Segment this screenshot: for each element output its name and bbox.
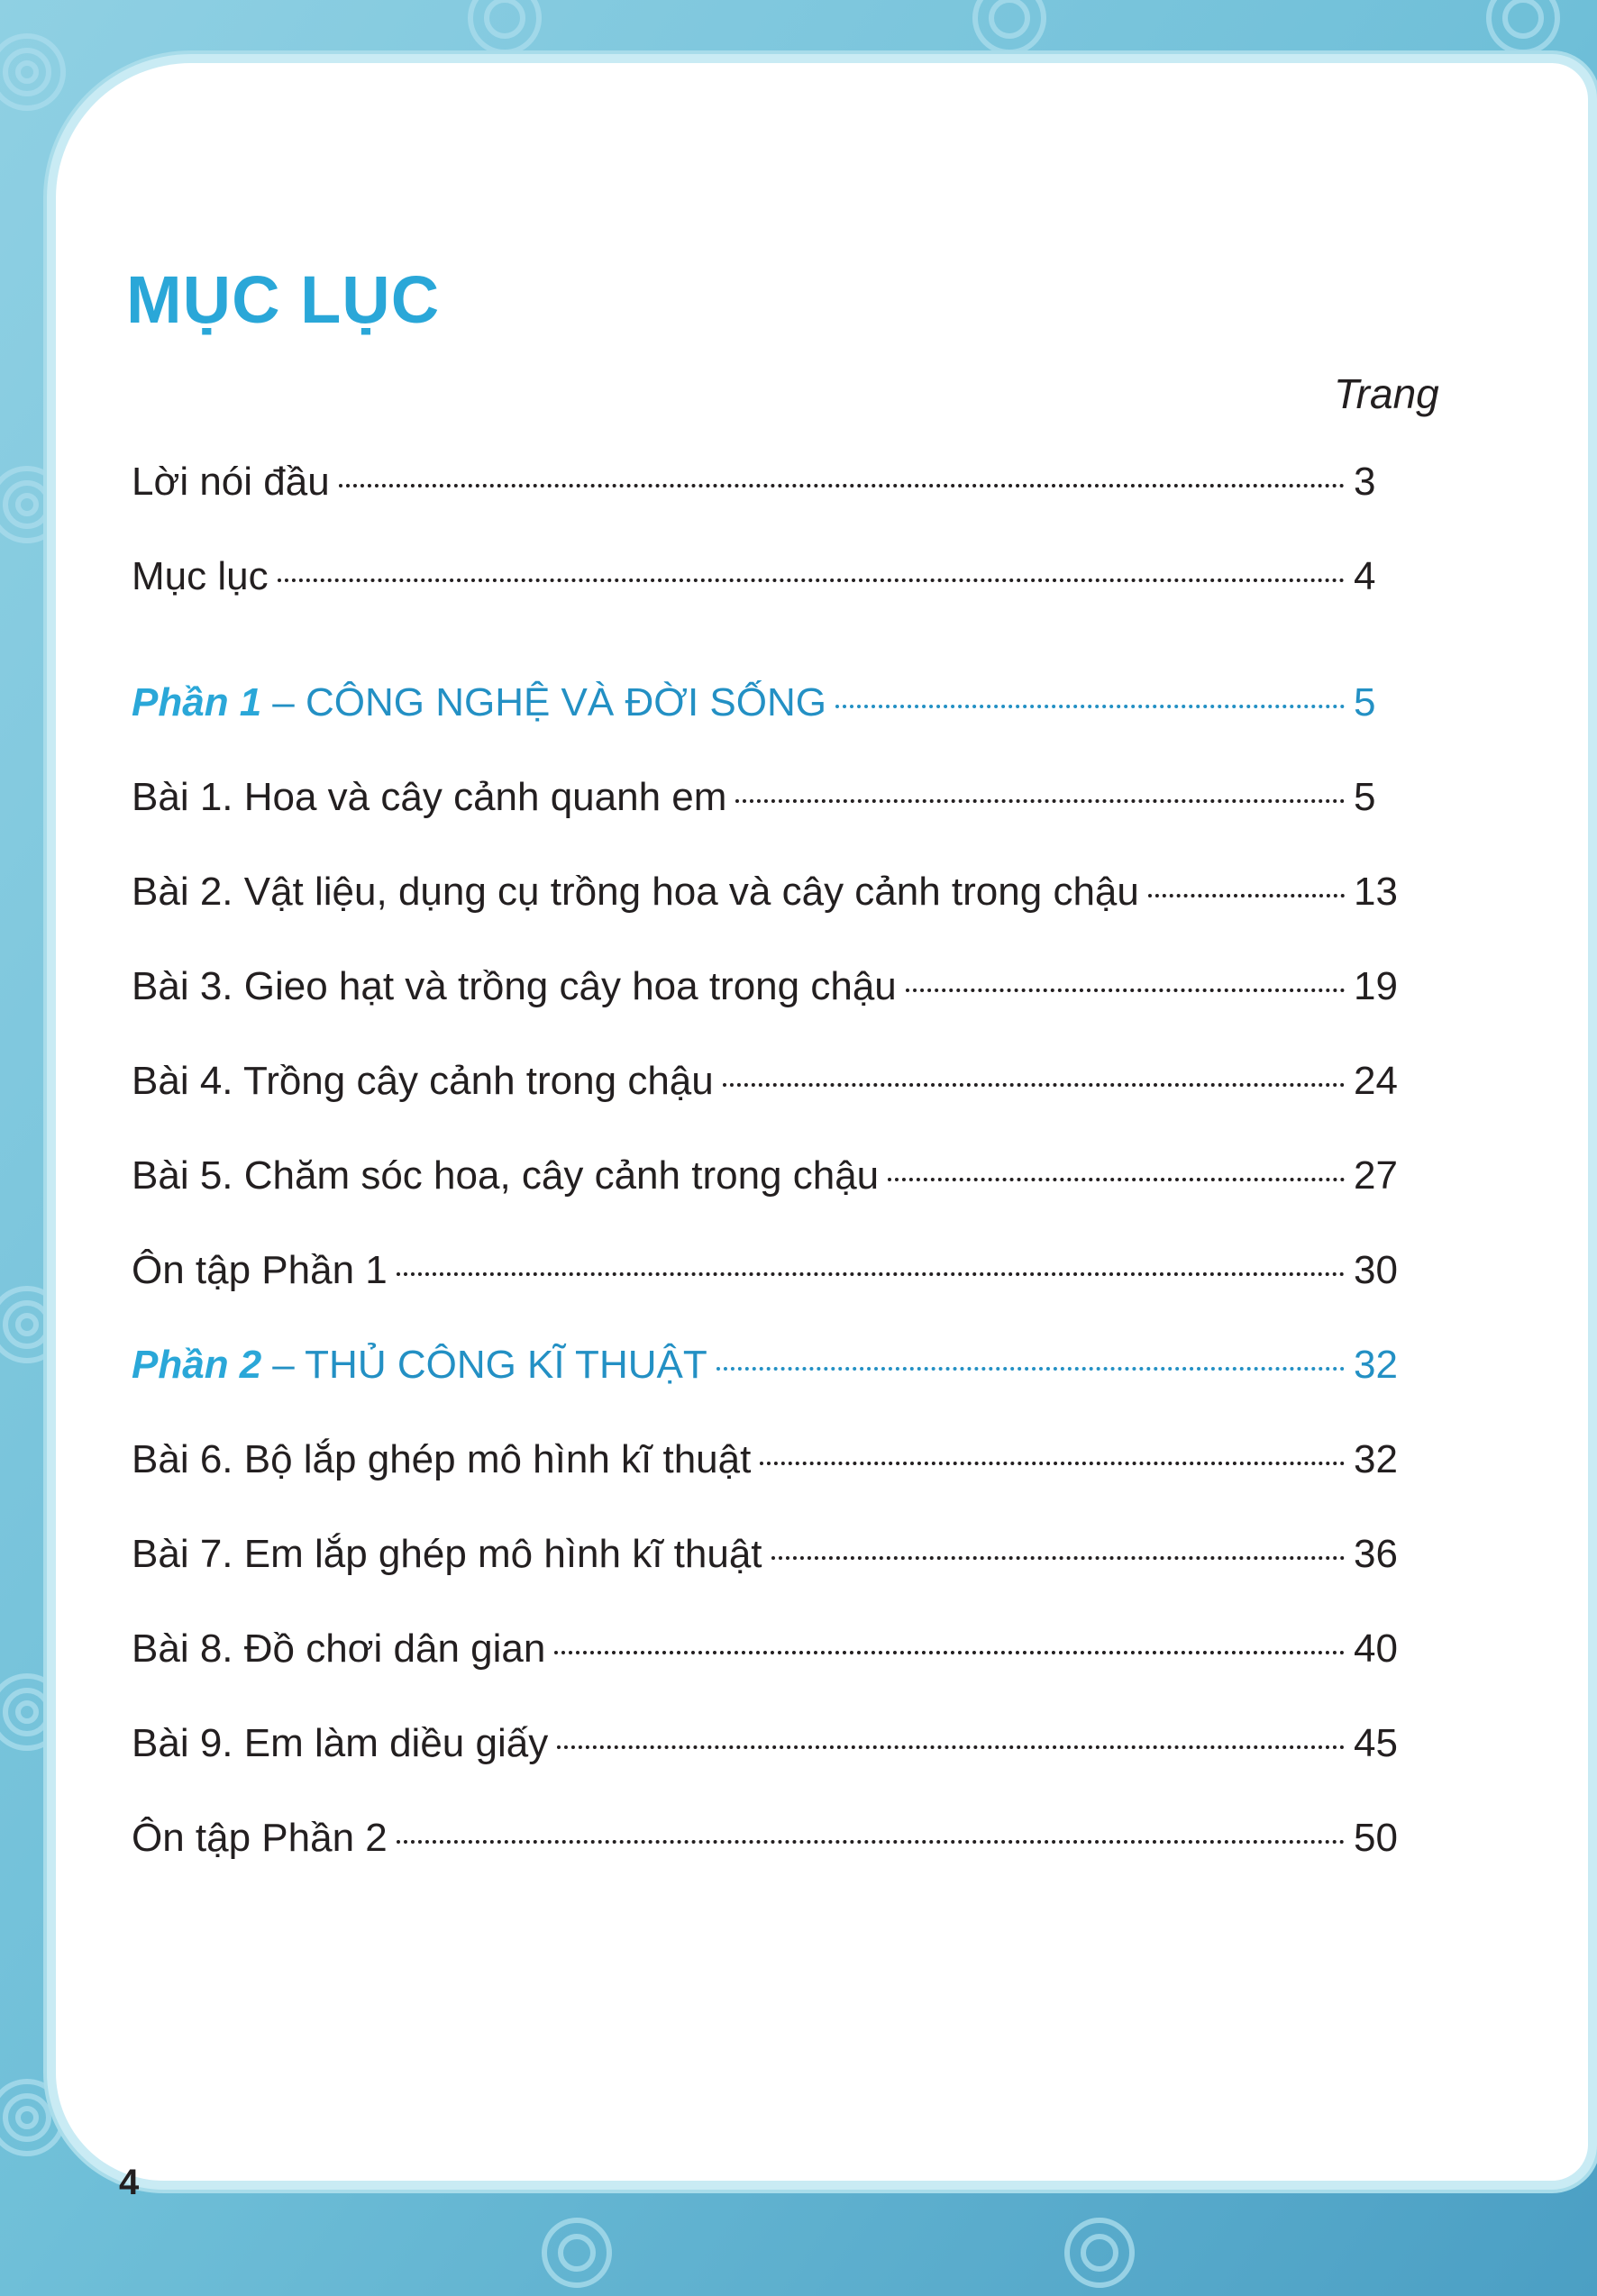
dot-leader — [716, 1367, 1345, 1371]
toc-item-label: Bài 4. Trồng cây cảnh trong chậu — [132, 1059, 714, 1103]
dot-leader — [906, 989, 1345, 992]
toc-item-label: Bài 7. Em lắp ghép mô hình kĩ thuật — [132, 1532, 762, 1576]
toc-item-page: 36 — [1354, 1532, 1398, 1576]
toc-item-on-tap-phan-2[interactable] — [132, 1816, 1411, 1910]
toc-item-page: 30 — [1354, 1248, 1398, 1292]
table-of-contents — [132, 460, 1411, 1910]
toc-item-label: Bài 6. Bộ lắp ghép mô hình kĩ thuật — [132, 1437, 752, 1481]
toc-item-label: Bài 1. Hoa và cây cảnh quanh em — [132, 775, 727, 819]
section-tag: Phần 1 — [132, 680, 262, 724]
dot-leader — [835, 705, 1345, 708]
toc-item-label: Bài 3. Gieo hạt và trồng cây hoa trong chậu — [132, 964, 897, 1008]
toc-item-page: 13 — [1354, 870, 1398, 914]
toc-item-bai-1[interactable] — [132, 775, 1411, 870]
toc-item-bai-7[interactable] — [132, 1532, 1411, 1626]
toc-item-label: Mục lục — [132, 554, 269, 598]
dot-leader — [339, 484, 1345, 487]
dot-leader — [278, 579, 1345, 582]
dot-leader — [760, 1462, 1345, 1465]
toc-item-muc-luc[interactable] — [132, 554, 1411, 649]
toc-item-loi-noi-dau[interactable] — [132, 460, 1411, 554]
toc-item-page: 5 — [1354, 775, 1376, 819]
toc-item-label: – CÔNG NGHỆ VÀ ĐỜI SỐNG — [272, 680, 826, 724]
toc-item-page: 3 — [1354, 460, 1376, 504]
page-title: MỤC LỤC — [126, 262, 441, 337]
dot-leader — [723, 1083, 1345, 1087]
dot-leader — [888, 1178, 1345, 1181]
toc-item-label: Ôn tập Phần 2 — [132, 1816, 388, 1860]
toc-item-page: 19 — [1354, 964, 1398, 1008]
toc-item-on-tap-phan-1[interactable] — [132, 1248, 1411, 1343]
toc-item-page: 4 — [1354, 554, 1376, 598]
toc-item-bai-9[interactable] — [132, 1721, 1411, 1816]
toc-item-page: 40 — [1354, 1626, 1398, 1671]
toc-item-page: 24 — [1354, 1059, 1398, 1103]
toc-item-label: Bài 5. Chăm sóc hoa, cây cảnh trong chậu — [132, 1153, 880, 1198]
toc-section-part-2[interactable] — [132, 1343, 1411, 1437]
section-tag: Phần 2 — [132, 1343, 262, 1387]
toc-item-bai-6[interactable] — [132, 1437, 1411, 1532]
toc-item-label: Bài 2. Vật liệu, dụng cụ trồng hoa và cây cảnh trong chậu — [132, 870, 1139, 914]
dot-leader — [1148, 894, 1345, 897]
dot-leader — [735, 799, 1345, 803]
toc-item-bai-2[interactable] — [132, 870, 1411, 964]
toc-item-bai-8[interactable] — [132, 1626, 1411, 1721]
toc-item-bai-4[interactable] — [132, 1059, 1411, 1153]
toc-item-label: Bài 8. Đồ chơi dân gian — [132, 1626, 546, 1671]
toc-item-bai-3[interactable] — [132, 964, 1411, 1059]
toc-item-label: Ôn tập Phần 1 — [132, 1248, 388, 1292]
toc-item-page: 45 — [1354, 1721, 1398, 1765]
toc-item-page: 32 — [1354, 1437, 1398, 1481]
toc-section-part-1[interactable] — [132, 680, 1411, 775]
dot-leader — [397, 1840, 1345, 1844]
toc-item-label: Lời nói đầu — [132, 460, 330, 504]
toc-item-page: 32 — [1354, 1343, 1398, 1387]
dot-leader — [554, 1651, 1345, 1654]
page-column-header: Trang — [1334, 370, 1439, 417]
toc-item-page: 50 — [1354, 1816, 1398, 1860]
toc-item-label: Bài 9. Em làm diều giấy — [132, 1721, 549, 1765]
toc-item-label: – THỦ CÔNG KĨ THUẬT — [272, 1343, 707, 1387]
toc-item-page: 27 — [1354, 1153, 1398, 1198]
toc-item-page: 5 — [1354, 680, 1376, 724]
toc-item-bai-5[interactable] — [132, 1153, 1411, 1248]
dot-leader — [397, 1272, 1345, 1276]
dot-leader — [557, 1745, 1345, 1749]
dot-leader — [771, 1556, 1345, 1560]
page-number: 4 — [119, 2163, 140, 2202]
